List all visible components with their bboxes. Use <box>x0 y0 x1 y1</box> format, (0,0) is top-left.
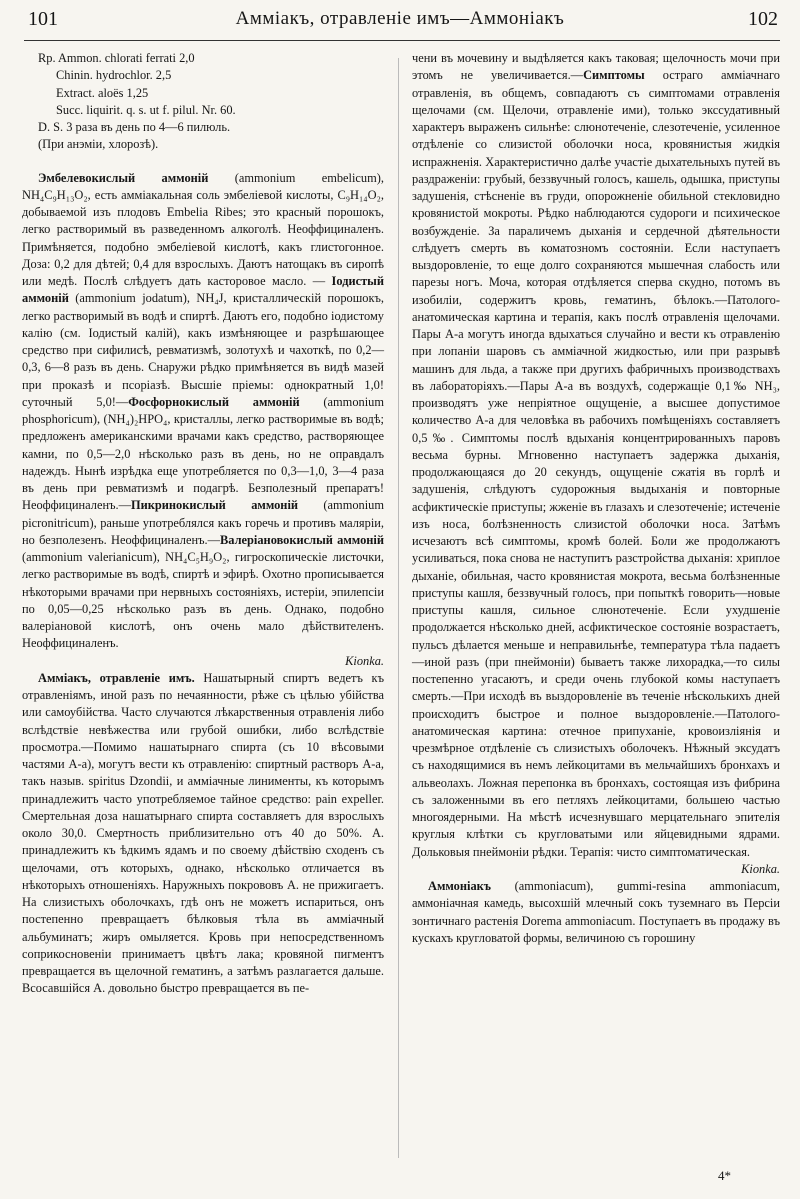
article-ammoniacum <box>412 878 780 947</box>
article-text: (ammonium phosphoricum), (NH₄)₂HPO₄, кристаллы, легко растворимые въ водѣ; предложенъ американскими врачами какъ средство, растворяющее камни, по 0,5—2,0 нѣсколько разъ въ день, но не оправдалъ надеждъ. Нынѣ изрѣдка еще употребляется по 0,3—1,0, 3—4 раза въ день при ревматизмѣ и подагрѣ. Безполезный препаратъ! Неоффициналенъ.— <box>22 394 384 513</box>
term-picrate: Пикринокислый аммоній <box>130 498 299 513</box>
article-text: остраго амміачнаго отравленія, въ общемъ, совпадаютъ съ симптомами отравленія щелочами (см. Щелочи, отравленіе ими), только экссудативный характеръ выраженъ сильнѣе: слюнотеченіе, слезотеченіе, усиленное отдѣленіе со слизистой оболочки носа, кровянистыя жидкія испражненія. Характеристично далѣе участіе дыхательныхъ путей въ раздраженіи: грубый, беззвучный голосъ, кашель, одышка, приступы задушенія, стѣсненіе въ груди, опорожненіе обильной стекловидно кровянистой мокроты. Рѣдко наблюдаются судороги и психическое возбужденіе. За параличемъ дыханія и сердечной дѣятельности слѣдуетъ смерть въ коматозномъ состояніи. Если наступаетъ выздоровленіе, то еще долго сохраняются мышечная слабость или парезы ногъ. Моча, которая отдѣляется сперва скудно, потомъ въ изобиліи, содержитъ кровь, гематинъ, бѣлокъ.—Патолого-анатомическая картина и терапія, какъ послѣ отравленія щелочами. Пары A-a могутъ иногда вдыхаться случайно и вести къ отравленію при лопаніи шаровъ съ амміачной жидкостью, или при разрывѣ машинъ для льда, а также при другихъ фабричныхъ производствахъ въ лабораторіяхъ.—Пары A-a въ воздухѣ, содержащіе 0,1‰ NH₃, производятъ уже непріятное ощущеніе, а высшее допустимое количество A-a для человѣка въ рабочихъ помѣщеніяхъ составляетъ 0,5‰. Симптомы послѣ вдыханія концентрированныхъ паровъ весьма бурны. Мгновенно наступаетъ задержка дыханія, продолжающаяся до 20 секундъ, ощущеніе сжатія въ горлѣ и задушенія, слѣдуютъ судорожныя выдыханія и повторные асфиктическіе приступы; жженіе въ глазахъ и слезотеченіе; истеченіе изъ носа, болѣзненность слизистой оболочки носа. Затѣмъ исчезаютъ всѣ симптомы, кромѣ болей. Боли же продолжаютъ усиливаться, пока снова не наступитъ разстройства дыханія: хриплое дыханіе, обильная, часто кровянистая мокрота, весьма болѣзненные приступы кашля, беззвучный голосъ, при попыткѣ говорить—новые приступы кашля, сильное слюнотеченіе. Если ухудшеніе продолжается нѣсколько дней, асфиктическое состояніе возрастаетъ, пульсъ дѣлается меньше и неправильнѣе, температура тѣла падаетъ—иной разъ (при пнеймоніи) бываетъ также лихорадка,—то силы постепенно угасаютъ, и среди очень глубокой комы наступаетъ смерть.—При исходѣ въ выздоровленіе въ теченіе нѣсколькихъ дней происходитъ быстрое и полное выздоровленіе.—Патолого-анатомическая картина: отечное припуханіе, кровоизліянія и чрезмѣрное отдѣленіе съ слизистыхъ оболочекъ. Нѣжный эксудатъ съ находящимися въ немъ лейкоцитами въ мельчайшихъ бронхахъ и альвеолахъ. Ложная перепонка въ бронхахъ, состоящая изъ фибрина съ заложенными въ его петляхъ лейкоцитами, большею частью многоядерными. На мѣстѣ исчезнувшаго мерцательнаго эпителія круглыя клѣтки съ кругловатыми или яйцевидными ядрами. Дольковыя пнеймоніи рѣдки. Терапія: чисто симптоматическая. <box>412 68 780 859</box>
article-continuation <box>412 50 780 861</box>
running-title: Амміакъ, отравленіе имъ—Аммоніакъ <box>235 8 565 29</box>
article-text: Нашатырный спиртъ ведетъ къ отравленіямъ, иной разъ по нечаянности, рѣже съ цѣлью убійства или самоубійства. Часто случаются лѣкарственныя отравленія либо вслѣдствіе невѣжества или грубой ошибки, либо вслѣдствіе просмотра.—Помимо нашатырнаго спирта (съ 10 вѣсовыми частями A-a), могутъ вести къ отравленію: спиртный растворъ A-a, такъ назыв. spiritus Dzondii, и амміачные линименты, къ которымъ принадлежитъ часто употребляемое тайное средство: pain expeller. Смертельная доза нашатырнаго спирта составляетъ для взрослыхъ около 30,0. Смертность приблизительно отъ 40 до 50%. A. принадлежитъ къ ѣдкимъ ядамъ и по своему дѣйствію сходенъ съ щелочами, отъ которыхъ, однако, нѣсколько отличается въ нѣкоторыхъ отношеніяхъ. Наружныхъ покрововъ A. не прижигаетъ. На слизистыхъ оболочкахъ, гдѣ онъ не можетъ испариться, онъ постепенно превращаетъ бѣлковыя тѣла въ амміачный альбуминатъ; жиръ омыляется. Кровь при непосредственномъ соприкосновеніи принимаетъ цвѣтъ лака; кровяной пигментъ превращается въ щелочной гематинъ, а затѣмъ разлагается дальше. Всосавшійся A. довольно быстро превращается въ пе- <box>22 670 384 996</box>
recipe-line: Extract. aloës 1,25 <box>56 85 149 100</box>
term-phosphate: Фосфорнокислый аммоній <box>128 394 300 409</box>
recipe-line: D. S. 3 раза въ день по 4—6 пилюль. <box>38 120 231 134</box>
term-symptoms: Симптомы <box>583 68 645 83</box>
column-divider <box>398 58 399 1158</box>
article-text: (ammonium jodatum), NH₄J, кристаллическій порошокъ, легко растворимый въ водѣ и спиртѣ. Даютъ его, подобно іодистому калію (см. Іодистый калій), какъ измѣняющее и разрѣшающее средство при сифилисѣ, ревматизмѣ, золотухѣ и чахоткѣ, по 0,2—0,3, 6—8 разъ въ день. Снаружи рѣдко примѣняется въ видѣ мазей при проказѣ и псоріазѣ. Высшіе пріемы: однократный 1,0! суточный 5,0!— <box>22 291 384 409</box>
term-embelic: Эмбелевокислый аммоній <box>38 170 209 185</box>
article-text: (ammoniacum), gummi-resina ammoniacum, аммоніачная камедь, высохшій млечный сокъ туземнаго въ Персіи зонтичнаго растенія Dorema ammoniacum. Поступаетъ въ продажу въ кускахъ кругловатой формы, величиною съ горошину <box>412 879 780 945</box>
term-valerate: Валеріановокислый аммоній <box>220 532 384 547</box>
recipe-line: Rp. Ammon. chlorati ferrati 2,0 <box>38 51 195 65</box>
left-column <box>22 50 384 998</box>
signature-text: Kionka. <box>741 861 780 876</box>
recipe-line: Chinin. hydrochlor. 2,5 <box>56 68 172 83</box>
article-text: (ammonium valerianicum), NH₄C₅H₉O₂, гигроскопическіе листочки, легко растворимые въ водѣ, спиртѣ и эфирѣ. Охотно прописывается нѣкоторыми врачами при нервныхъ состояніяхъ, истеріи, эпилепсіи по 0,05—0,25 нѣсколько разъ въ день. Однако, подобно валеріановой кислотѣ, онъ очень мало дѣйствителенъ. Неоффициналенъ. <box>22 550 384 651</box>
page-number-left: 101 <box>28 8 58 30</box>
term-ammonia-poisoning: Амміакъ, отравленіе имъ. <box>38 670 195 685</box>
recipe-line: (При анэміи, хлорозѣ). <box>38 137 159 152</box>
article-text: (ammonium picronitricum), раньше употреблялся какъ горечь и противъ маляріи, но безполезенъ. Неоффициналенъ.— <box>22 498 385 547</box>
signature-text: Kionka. <box>345 653 384 668</box>
term-iodide: Іодистый аммоній <box>22 274 384 306</box>
signature-mark: 4* <box>718 1168 731 1183</box>
page-number-right: 102 <box>748 8 778 30</box>
recipe-line: Succ. liquirit. q. s. ut f. pilul. Nr. 60. <box>56 102 236 117</box>
article-ammonia-poisoning <box>22 670 384 998</box>
term-ammoniacum: Аммоніакъ <box>428 879 491 893</box>
header-rule <box>24 40 780 41</box>
author-signature <box>22 653 384 670</box>
article-embelic <box>22 170 384 653</box>
article-text: чени въ мочевину и выдѣляется какъ таковая; щелочность мочи при этомъ не увеличивается.— <box>412 51 780 83</box>
article-text: (ammonium embelicum), NH₄C₉H₁₃O₂, есть амміакальная соль эмбеліевой кислоты, C₉H₁₄O₂, добываемой изъ плодовъ Embelia Ribes; это красный порошокъ, легко растворимый въ разведенномъ алкоголѣ. Неоффициналенъ. Примѣняется, подобно эмбеліевой кислотѣ, какъ глистогонное. Доза: 0,2 для дѣтей; 0,4 для взрослыхъ. Даютъ натощакъ въ сиропѣ или медѣ. Послѣ слѣдуетъ дать касторовое масло. — <box>22 170 384 288</box>
author-signature <box>412 861 780 878</box>
right-column <box>412 50 780 947</box>
